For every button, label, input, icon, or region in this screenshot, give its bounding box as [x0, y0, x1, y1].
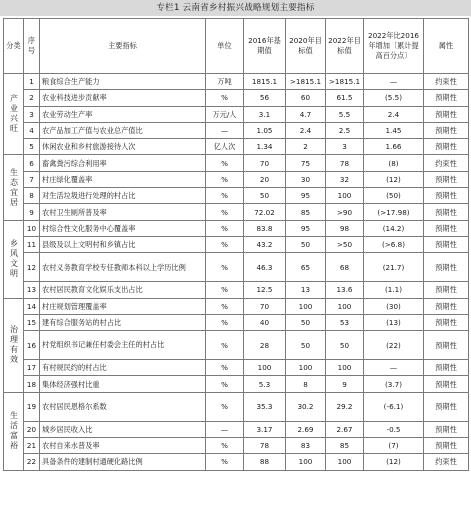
unit-cell: %	[206, 331, 244, 360]
row-number-cell: 1	[24, 74, 40, 90]
row-number-cell: 5	[24, 139, 40, 155]
target-2022-cell: 100	[326, 454, 364, 470]
header-indicator: 主要指标	[40, 19, 206, 74]
base-2016-cell: 78	[244, 438, 286, 454]
increase-cell: (30)	[364, 298, 424, 314]
unit-cell: %	[206, 188, 244, 204]
attribute-cell: 预期性	[424, 253, 469, 282]
attribute-cell: 预期性	[424, 188, 469, 204]
attribute-cell: 预期性	[424, 360, 469, 376]
table-row	[4, 376, 469, 392]
increase-cell: (14.2)	[364, 220, 424, 236]
target-2022-cell: 61.5	[326, 90, 364, 106]
base-2016-cell: 83.8	[244, 220, 286, 236]
row-number-cell: 8	[24, 188, 40, 204]
table-row	[4, 360, 469, 376]
header-target-2022: 2022年目标值	[326, 19, 364, 74]
base-2016-cell: 3.1	[244, 106, 286, 122]
row-number-cell: 15	[24, 314, 40, 330]
indicator-name-cell: 有村规民约的村占比	[40, 360, 206, 376]
header-increase: 2022年比2016年增加〔累计提高百分点〕	[364, 19, 424, 74]
unit-cell: %	[206, 220, 244, 236]
indicator-name-cell: 农业科技进步贡献率	[40, 90, 206, 106]
target-2020-cell: 2.69	[286, 421, 326, 437]
row-number-cell: 11	[24, 236, 40, 252]
indicator-name-cell: 粮食综合生产能力	[40, 74, 206, 90]
indicator-name-cell: 对生活垃圾进行处理的村占比	[40, 188, 206, 204]
increase-cell: (5.5)	[364, 90, 424, 106]
base-2016-cell: 1.05	[244, 122, 286, 138]
increase-cell: 2.4	[364, 106, 424, 122]
attribute-cell: 预期性	[424, 236, 469, 252]
row-number-cell: 20	[24, 421, 40, 437]
base-2016-cell: 70	[244, 155, 286, 171]
base-2016-cell: 5.3	[244, 376, 286, 392]
indicator-name-cell: 县级及以上文明村和乡镇占比	[40, 236, 206, 252]
unit-cell: %	[206, 155, 244, 171]
table-row	[4, 392, 469, 421]
unit-cell: %	[206, 360, 244, 376]
increase-cell: 1.66	[364, 139, 424, 155]
unit-cell: %	[206, 204, 244, 220]
table-row	[4, 314, 469, 330]
unit-cell: —	[206, 122, 244, 138]
indicator-name-cell: 村综合性文化服务中心覆盖率	[40, 220, 206, 236]
target-2020-cell: 100	[286, 454, 326, 470]
table-row	[4, 282, 469, 298]
target-2022-cell: 9	[326, 376, 364, 392]
row-number-cell: 12	[24, 253, 40, 282]
base-2016-cell: 50	[244, 188, 286, 204]
row-number-cell: 17	[24, 360, 40, 376]
attribute-cell: 约束性	[424, 454, 469, 470]
target-2020-cell: 8	[286, 376, 326, 392]
indicator-name-cell: 农村卫生厕所普及率	[40, 204, 206, 220]
target-2022-cell: 13.6	[326, 282, 364, 298]
attribute-cell: 预期性	[424, 282, 469, 298]
increase-cell: (8)	[364, 155, 424, 171]
base-2016-cell: 88	[244, 454, 286, 470]
attribute-cell: 预期性	[424, 204, 469, 220]
attribute-cell: 预期性	[424, 314, 469, 330]
table-row	[4, 171, 469, 187]
unit-cell: %	[206, 282, 244, 298]
target-2020-cell: 95	[286, 220, 326, 236]
base-2016-cell: 43.2	[244, 236, 286, 252]
unit-cell: 万元/人	[206, 106, 244, 122]
increase-cell: (7)	[364, 438, 424, 454]
target-2022-cell: 3	[326, 139, 364, 155]
attribute-cell: 预期性	[424, 122, 469, 138]
target-2020-cell: 30.2	[286, 392, 326, 421]
category-cell: 乡风文明	[4, 220, 24, 298]
target-2022-cell: 53	[326, 314, 364, 330]
indicator-name-cell: 农业劳动生产率	[40, 106, 206, 122]
target-2022-cell: >90	[326, 204, 364, 220]
target-2020-cell: 83	[286, 438, 326, 454]
base-2016-cell: 56	[244, 90, 286, 106]
attribute-cell: 预期性	[424, 421, 469, 437]
increase-cell: (21.7)	[364, 253, 424, 282]
indicator-name-cell: 农产品加工产值与农业总产值比	[40, 122, 206, 138]
table-row	[4, 298, 469, 314]
table-row	[4, 106, 469, 122]
base-2016-cell: 46.3	[244, 253, 286, 282]
category-cell: 产业兴旺	[4, 74, 24, 155]
attribute-cell: 约束性	[424, 155, 469, 171]
target-2020-cell: 95	[286, 188, 326, 204]
row-number-cell: 13	[24, 282, 40, 298]
base-2016-cell: 1815.1	[244, 74, 286, 90]
increase-cell: (1.1)	[364, 282, 424, 298]
attribute-cell: 预期性	[424, 220, 469, 236]
row-number-cell: 16	[24, 331, 40, 360]
attribute-cell: 预期性	[424, 392, 469, 421]
increase-cell: —	[364, 360, 424, 376]
indicator-name-cell: 农村自来水普及率	[40, 438, 206, 454]
unit-cell: %	[206, 314, 244, 330]
header-unit: 单位	[206, 19, 244, 74]
increase-cell: (>6.8)	[364, 236, 424, 252]
table-row	[4, 188, 469, 204]
increase-cell: (-6.1)	[364, 392, 424, 421]
row-number-cell: 10	[24, 220, 40, 236]
unit-cell: 亿人次	[206, 139, 244, 155]
table-row	[4, 421, 469, 437]
table-row	[4, 331, 469, 360]
indicator-name-cell: 城乡居民收入比	[40, 421, 206, 437]
indicator-name-cell: 具备条件的建制村通硬化路比例	[40, 454, 206, 470]
row-number-cell: 21	[24, 438, 40, 454]
row-number-cell: 4	[24, 122, 40, 138]
target-2022-cell: 29.2	[326, 392, 364, 421]
table-row	[4, 454, 469, 470]
table-row	[4, 236, 469, 252]
target-2020-cell: 13	[286, 282, 326, 298]
table-row	[4, 139, 469, 155]
base-2016-cell: 40	[244, 314, 286, 330]
increase-cell: (12)	[364, 171, 424, 187]
target-2022-cell: 78	[326, 155, 364, 171]
attribute-cell: 预期性	[424, 376, 469, 392]
target-2020-cell: 65	[286, 253, 326, 282]
target-2020-cell: 30	[286, 171, 326, 187]
indicator-name-cell: 建有综合服务站的村占比	[40, 314, 206, 330]
category-cell: 生活富裕	[4, 392, 24, 470]
header-target-2020: 2020年目标值	[286, 19, 326, 74]
unit-cell: %	[206, 171, 244, 187]
target-2022-cell: 85	[326, 438, 364, 454]
indicator-name-cell: 农村居民教育文化娱乐支出占比	[40, 282, 206, 298]
target-2020-cell: 60	[286, 90, 326, 106]
target-2022-cell: 2.5	[326, 122, 364, 138]
attribute-cell: 预期性	[424, 171, 469, 187]
target-2020-cell: 2.4	[286, 122, 326, 138]
row-number-cell: 2	[24, 90, 40, 106]
row-number-cell: 22	[24, 454, 40, 470]
target-2022-cell: 68	[326, 253, 364, 282]
base-2016-cell: 12.5	[244, 282, 286, 298]
base-2016-cell: 1.34	[244, 139, 286, 155]
indicator-name-cell: 集体经济强村比重	[40, 376, 206, 392]
table-row	[4, 253, 469, 282]
target-2020-cell: 2	[286, 139, 326, 155]
unit-cell: %	[206, 376, 244, 392]
unit-cell: —	[206, 421, 244, 437]
base-2016-cell: 70	[244, 298, 286, 314]
target-2022-cell: 100	[326, 298, 364, 314]
increase-cell: (12)	[364, 454, 424, 470]
header-number: 序号	[24, 19, 40, 74]
target-2022-cell: 98	[326, 220, 364, 236]
indicator-name-cell: 农村居民恩格尔系数	[40, 392, 206, 421]
target-2022-cell: 5.5	[326, 106, 364, 122]
increase-cell: (>17.98)	[364, 204, 424, 220]
increase-cell: (22)	[364, 331, 424, 360]
table-row	[4, 438, 469, 454]
row-number-cell: 3	[24, 106, 40, 122]
indicator-name-cell: 村庄规划管理覆盖率	[40, 298, 206, 314]
category-cell: 生态宜居	[4, 155, 24, 220]
indicator-name-cell: 畜禽粪污综合利用率	[40, 155, 206, 171]
unit-cell: %	[206, 438, 244, 454]
increase-cell: -0.5	[364, 421, 424, 437]
base-2016-cell: 20	[244, 171, 286, 187]
target-2022-cell: 100	[326, 360, 364, 376]
increase-cell: (13)	[364, 314, 424, 330]
row-number-cell: 9	[24, 204, 40, 220]
unit-cell: %	[206, 90, 244, 106]
target-2020-cell: 100	[286, 360, 326, 376]
target-2022-cell: >1815.1	[326, 74, 364, 90]
indicator-table	[3, 18, 469, 471]
base-2016-cell: 100	[244, 360, 286, 376]
table-row	[4, 122, 469, 138]
target-2020-cell: 4.7	[286, 106, 326, 122]
attribute-cell: 预期性	[424, 90, 469, 106]
attribute-cell: 预期性	[424, 331, 469, 360]
target-2022-cell: 2.67	[326, 421, 364, 437]
row-number-cell: 18	[24, 376, 40, 392]
attribute-cell: 预期性	[424, 438, 469, 454]
target-2020-cell: 100	[286, 298, 326, 314]
table-row	[4, 155, 469, 171]
base-2016-cell: 72.02	[244, 204, 286, 220]
target-2020-cell: >1815.1	[286, 74, 326, 90]
table-row	[4, 74, 469, 90]
attribute-cell: 预期性	[424, 139, 469, 155]
indicator-name-cell: 村庄绿化覆盖率	[40, 171, 206, 187]
table-caption: 专栏1 云南省乡村振兴战略规划主要指标	[0, 0, 471, 16]
table-row	[4, 90, 469, 106]
target-2020-cell: 50	[286, 314, 326, 330]
target-2022-cell: 32	[326, 171, 364, 187]
base-2016-cell: 28	[244, 331, 286, 360]
header-attribute: 属性	[424, 19, 469, 74]
indicator-name-cell: 村党组织书记兼任村委会主任的村占比	[40, 331, 206, 360]
attribute-cell: 预期性	[424, 298, 469, 314]
unit-cell: %	[206, 392, 244, 421]
target-2020-cell: 75	[286, 155, 326, 171]
target-2020-cell: 50	[286, 331, 326, 360]
target-2022-cell: 100	[326, 188, 364, 204]
unit-cell: 万吨	[206, 74, 244, 90]
header-row	[4, 19, 469, 74]
header-base-2016: 2016年基期值	[244, 19, 286, 74]
increase-cell: (3.7)	[364, 376, 424, 392]
indicator-name-cell: 农村义务教育学校专任教师本科以上学历比例	[40, 253, 206, 282]
row-number-cell: 19	[24, 392, 40, 421]
unit-cell: %	[206, 236, 244, 252]
row-number-cell: 6	[24, 155, 40, 171]
indicator-name-cell: 休闲农业和乡村旅游接待人次	[40, 139, 206, 155]
base-2016-cell: 3.17	[244, 421, 286, 437]
unit-cell: %	[206, 253, 244, 282]
increase-cell: —	[364, 74, 424, 90]
row-number-cell: 7	[24, 171, 40, 187]
target-2022-cell: >50	[326, 236, 364, 252]
attribute-cell: 预期性	[424, 106, 469, 122]
target-2022-cell: 50	[326, 331, 364, 360]
header-category: 分类	[4, 19, 24, 74]
unit-cell: %	[206, 298, 244, 314]
attribute-cell: 约束性	[424, 74, 469, 90]
target-2020-cell: 85	[286, 204, 326, 220]
table-row	[4, 220, 469, 236]
category-cell: 治理有效	[4, 298, 24, 392]
increase-cell: 1.45	[364, 122, 424, 138]
increase-cell: (50)	[364, 188, 424, 204]
base-2016-cell: 35.3	[244, 392, 286, 421]
target-2020-cell: 50	[286, 236, 326, 252]
unit-cell: %	[206, 454, 244, 470]
table-row	[4, 204, 469, 220]
row-number-cell: 14	[24, 298, 40, 314]
